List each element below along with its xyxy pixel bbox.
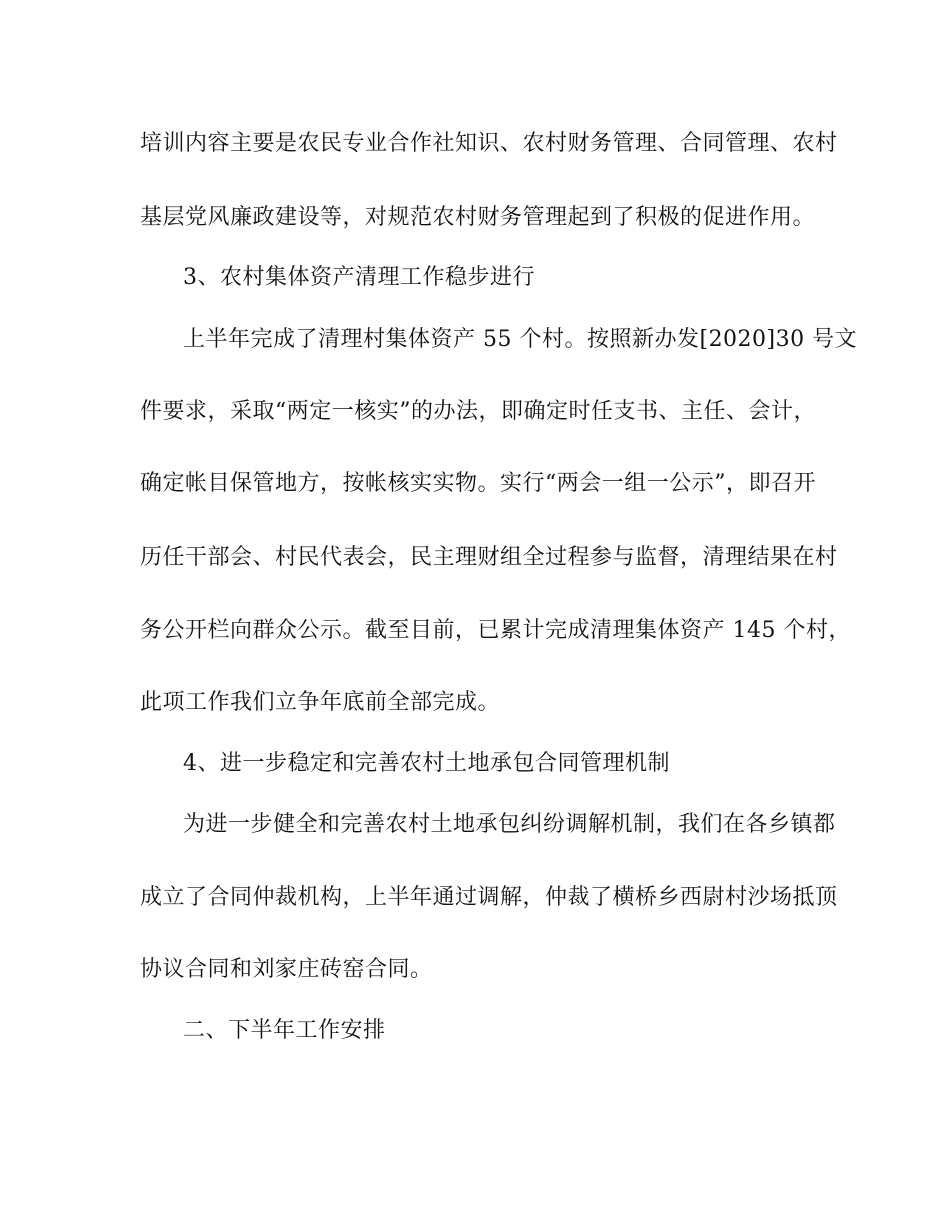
paragraph-line: 此项工作我们立争年底前全部完成。 [140,690,501,715]
paragraph-line: 上半年完成了清理村集体资产 55 个村。按照新办发[2020]30 号文 [183,327,858,352]
paragraph-line: 确定帐目保管地方，按帐核实实物。实行“两会一组一公示”，即召开 [140,471,816,496]
paragraph-line: 务公开栏向群众公示。截至目前，已累计完成清理集体资产 145 个村， [140,618,851,643]
paragraph-line: 历任干部会、村民代表会，民主理财组全过程参与监督，清理结果在村 [140,545,838,570]
paragraph-line: 件要求，采取“两定一核实”的办法，即确定时任支书、主任、会计， [140,399,816,424]
section-heading-4: 4、进一步稳定和完善农村土地承包合同管理机制 [183,751,670,776]
paragraph-line: 培训内容主要是农民专业合作社知识、农村财务管理、合同管理、农村 [140,131,838,156]
section-heading-2: 二、下半年工作安排 [183,1018,386,1043]
paragraph-line: 成立了合同仲裁机构，上半年通过调解，仲裁了横桥乡西尉村沙场抵顶 [140,885,838,910]
paragraph-line: 为进一步健全和完善农村土地承包纠纷调解机制，我们在各乡镇都 [183,812,836,837]
paragraph-line: 协议合同和刘家庄砖窑合同。 [140,957,433,982]
section-heading-3: 3、农村集体资产清理工作稳步进行 [183,265,535,290]
paragraph-line: 基层党风廉政建设等，对规范农村财务管理起到了积极的促进作用。 [140,205,816,230]
